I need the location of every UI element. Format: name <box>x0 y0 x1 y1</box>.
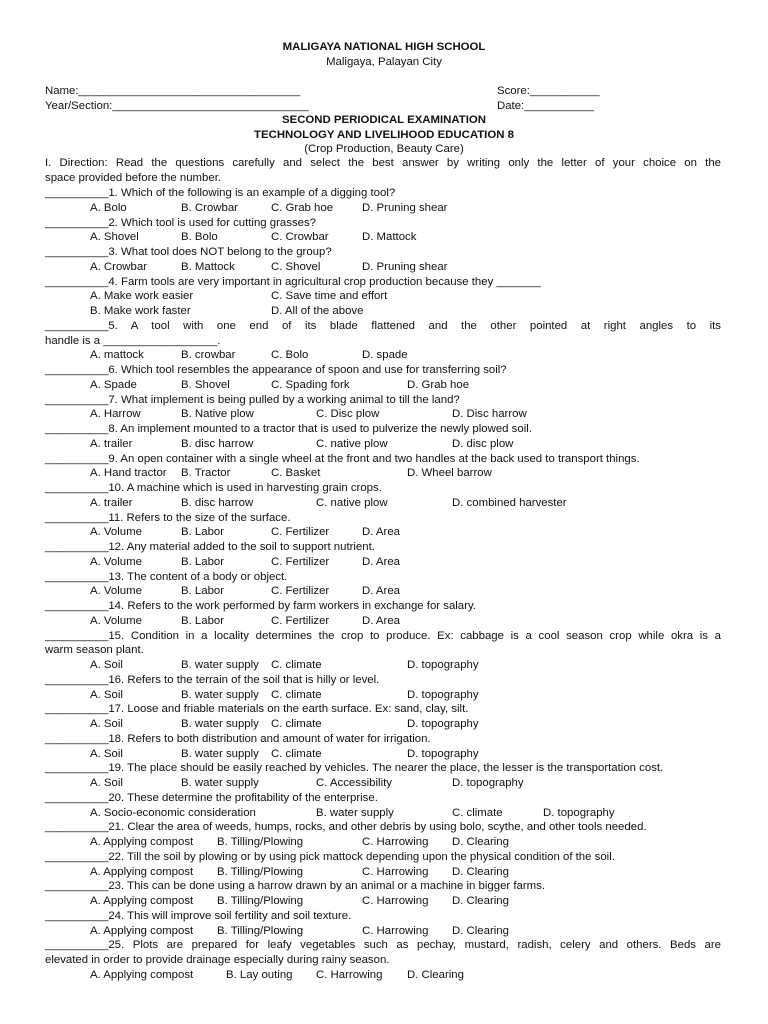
question-17-option: A. Soil <box>90 718 123 730</box>
question-23-option: A. Applying compost <box>90 895 194 907</box>
question-2-text: __________2. Which tool is used for cutting grasses? <box>45 216 317 229</box>
question-23-option: C. Harrowing <box>362 895 429 907</box>
question-17-option: B. water supply <box>181 718 259 730</box>
question-17-text: __________17. Loose and friable materials on the earth surface. Ex: sand, clay, silt. <box>45 703 469 716</box>
question-22-option: C. Harrowing <box>362 865 429 878</box>
question-19-text: __________19. The place should be easily reached by vehicles. The nearer the place, the lesser is the transportation cost. <box>45 762 664 775</box>
question-21-option: D. Clearing <box>452 836 509 848</box>
section-field-label: Year/Section:_______________________________ <box>45 100 309 112</box>
question-3-text: __________3. What tool does NOT belong to the group? <box>45 246 332 258</box>
question-16-option: A. Soil <box>90 688 123 701</box>
question-18-option: B. water supply <box>181 747 259 760</box>
question-12-option: A. Volume <box>90 555 142 568</box>
question-4-option: C. Save time and effort <box>271 290 388 303</box>
question-15-option: B. water supply <box>181 659 259 671</box>
question-6-option: C. Spading fork <box>271 378 350 391</box>
question-7-text: __________7. What implement is being pulled by a working animal to till the land? <box>45 393 460 406</box>
question-5-option: B. crowbar <box>181 349 236 362</box>
question-13-text: __________13. The content of a body or object. <box>45 570 288 583</box>
question-10-option: C. native plow <box>316 496 388 509</box>
question-15-option: D. topography <box>407 659 479 671</box>
question-19-option: A. Soil <box>90 777 123 789</box>
question-5-text: __________5. A tool with one end of its blade flattened and the other pointed at right angles to its <box>45 319 721 332</box>
name-field-label: Name:___________________________________ <box>45 85 301 97</box>
question-4-option: A. Make work easier <box>90 290 194 303</box>
question-5-option: A. mattock <box>90 349 144 362</box>
question-9-option: D. Wheel barrow <box>407 467 492 480</box>
question-22-option: A. Applying compost <box>90 865 194 878</box>
question-4-option: B. Make work faster <box>90 305 191 317</box>
question-15-option: C. climate <box>271 659 322 671</box>
question-24-option: D. Clearing <box>452 924 509 937</box>
question-15-option: A. Soil <box>90 659 123 671</box>
question-3-option: C. Shovel <box>271 260 321 273</box>
question-7-option: D. Disc harrow <box>452 408 527 421</box>
question-8-option: D. disc plow <box>452 437 514 450</box>
question-14-option: A. Volume <box>90 614 142 627</box>
question-13-option: C. Fertilizer <box>271 585 330 598</box>
question-11-option: D. Area <box>362 526 400 539</box>
question-13-option: D. Area <box>362 585 400 598</box>
question-13-option: A. Volume <box>90 585 142 598</box>
question-13-option: B. Labor <box>181 585 225 598</box>
question-22-option: B. Tilling/Plowing <box>217 865 304 878</box>
question-1-option: B. Crowbar <box>181 201 238 214</box>
question-6-option: D. Grab hoe <box>407 378 470 391</box>
question-20-option: A. Socio-economic consideration <box>90 806 256 819</box>
question-15-text-cont: warm season plant. <box>45 644 144 657</box>
question-14-option: B. Labor <box>181 614 225 627</box>
question-24-option: B. Tilling/Plowing <box>217 924 304 937</box>
question-16-option: C. climate <box>271 688 322 701</box>
question-1-option: D. Pruning shear <box>362 201 448 214</box>
question-21-option: C. Harrowing <box>362 836 429 848</box>
question-16-text: __________16. Refers to the terrain of the soil that is hilly or level. <box>45 673 380 686</box>
question-11-option: C. Fertilizer <box>271 526 330 539</box>
question-25-option: C. Harrowing <box>316 968 383 981</box>
question-9-option: B. Tractor <box>181 467 231 480</box>
question-11-text: __________11. Refers to the size of the surface. <box>45 511 291 524</box>
question-6-text: __________6. Which tool resembles the appearance of spoon and use for transferring soil? <box>45 364 507 376</box>
question-1-option: A. Bolo <box>90 201 127 214</box>
question-25-option: B. Lay outing <box>226 968 293 981</box>
question-2-option: D. Mattock <box>362 231 417 244</box>
question-5-option: D. spade <box>362 349 408 362</box>
question-4-text: __________4. Farm tools are very important in agricultural crop production because they _______ <box>45 275 541 288</box>
question-14-text: __________14. Refers to the work performed by farm workers in exchange for salary. <box>45 600 476 612</box>
question-12-option: B. Labor <box>181 555 225 568</box>
question-1-text: __________1. Which of the following is an example of a digging tool? <box>45 187 396 199</box>
question-8-option: B. disc harrow <box>181 437 254 450</box>
question-10-option: D. combined harvester <box>452 496 567 509</box>
question-6-option: B. Shovel <box>181 378 230 391</box>
question-8-option: C. native plow <box>316 437 388 450</box>
question-20-option: D. topography <box>543 806 615 819</box>
question-25-text: __________25. Plots are prepared for leafy vegetables such as pechay, mustard, radish, celery and others. Beds are <box>45 939 721 952</box>
question-3-option: A. Crowbar <box>90 260 147 273</box>
question-12-option: D. Area <box>362 555 400 568</box>
exam-title: SECOND PERIODICAL EXAMINATION <box>282 114 486 126</box>
question-20-option: B. water supply <box>316 806 394 819</box>
question-2-option: C. Crowbar <box>271 231 329 244</box>
question-8-option: A. trailer <box>90 437 133 450</box>
question-23-text: __________23. This can be done using a harrow drawn by an animal or a machine in bigger farms. <box>45 880 546 893</box>
question-5-option: C. Bolo <box>271 349 309 362</box>
question-5-text-cont: handle is a __________________. <box>45 334 221 347</box>
question-16-option: B. water supply <box>181 688 259 701</box>
question-9-option: A. Hand tractor <box>90 467 167 480</box>
question-16-option: D. topography <box>407 688 479 701</box>
question-19-option: D. topography <box>452 777 524 789</box>
question-10-option: A. trailer <box>90 496 133 509</box>
question-14-option: C. Fertilizer <box>271 614 330 627</box>
question-7-option: A. Harrow <box>90 408 141 421</box>
score-field-label: Score:___________ <box>497 85 600 97</box>
question-9-option: C. Basket <box>271 467 321 480</box>
question-6-option: A. Spade <box>90 378 137 391</box>
question-12-text: __________12. Any material added to the soil to support nutrient. <box>45 541 375 553</box>
question-3-option: D. Pruning shear <box>362 260 448 273</box>
direction-line-1: I. Direction: Read the questions carefully and select the best answer by writing only the letter of your choice on the <box>45 157 721 169</box>
question-18-option: D. topography <box>407 747 479 760</box>
exam-topic: (Crop Production, Beauty Care) <box>304 143 464 155</box>
question-18-option: A. Soil <box>90 747 123 760</box>
exam-subject: TECHNOLOGY AND LIVELIHOOD EDUCATION 8 <box>254 129 514 141</box>
question-24-option: A. Applying compost <box>90 924 194 937</box>
question-20-option: C. climate <box>452 806 503 819</box>
question-9-text: __________9. An open container with a single wheel at the front and two handles at the back used to transport things. <box>45 452 640 465</box>
question-8-text: __________8. An implement mounted to a tractor that is used to pulverize the newly plowed soil. <box>45 423 532 435</box>
question-21-option: A. Applying compost <box>90 836 194 848</box>
school-name: MALIGAYA NATIONAL HIGH SCHOOL <box>282 41 486 53</box>
question-24-text: __________24. This will improve soil fertility and soil texture. <box>45 909 352 922</box>
question-4-option: D. All of the above <box>271 305 364 317</box>
question-14-option: D. Area <box>362 614 400 627</box>
question-7-option: B. Native plow <box>181 408 254 421</box>
date-field-label: Date:___________ <box>497 100 594 112</box>
question-17-option: C. climate <box>271 718 322 730</box>
question-20-text: __________20. These determine the profitability of the enterprise. <box>45 791 378 804</box>
question-25-text-cont: elevated in order to provide drainage especially during rainy season. <box>45 954 390 966</box>
question-21-text: __________21. Clear the area of weeds, humps, rocks, and other debris by using bolo, scythe, and other tools needed. <box>45 821 647 834</box>
question-12-option: C. Fertilizer <box>271 555 330 568</box>
question-1-option: C. Grab hoe <box>271 201 334 214</box>
question-25-option: A. Applying compost <box>90 968 194 981</box>
question-18-option: C. climate <box>271 747 322 760</box>
question-11-option: B. Labor <box>181 526 225 539</box>
question-23-option: D. Clearing <box>452 895 509 907</box>
question-19-option: C. Accessibility <box>316 777 392 789</box>
question-22-text: __________22. Till the soil by plowing or by using pick mattock depending upon the physical condition of the soil. <box>45 850 615 863</box>
question-22-option: D. Clearing <box>452 865 509 878</box>
question-25-option: D. Clearing <box>407 968 464 981</box>
question-23-option: B. Tilling/Plowing <box>217 895 304 907</box>
question-21-option: B. Tilling/Plowing <box>217 836 304 848</box>
question-7-option: C. Disc plow <box>316 408 380 421</box>
question-19-option: B. water supply <box>181 777 259 789</box>
question-3-option: B. Mattock <box>181 260 235 273</box>
question-24-option: C. Harrowing <box>362 924 429 937</box>
question-15-text: __________15. Condition in a locality determines the crop to produce. Ex: cabbage is a cool season crop while okra is a <box>45 629 721 642</box>
question-18-text: __________18. Refers to both distribution and amount of water for irrigation. <box>45 732 431 745</box>
direction-line-2: space provided before the number. <box>45 172 222 184</box>
question-17-option: D. topography <box>407 718 479 730</box>
question-10-option: B. disc harrow <box>181 496 254 509</box>
question-11-option: A. Volume <box>90 526 142 539</box>
school-address: Maligaya, Palayan City <box>326 56 442 68</box>
question-2-option: A. Shovel <box>90 231 139 244</box>
question-10-text: __________10. A machine which is used in harvesting grain crops. <box>45 482 382 494</box>
question-2-option: B. Bolo <box>181 231 218 244</box>
